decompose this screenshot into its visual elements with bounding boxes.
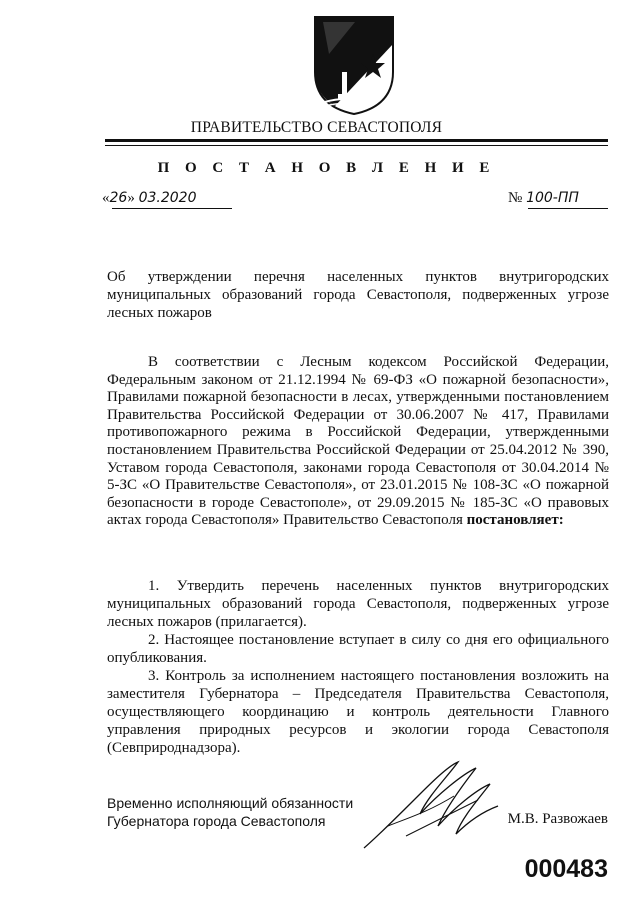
government-name: ПРАВИТЕЛЬСТВО СЕВАСТОПОЛЯ — [190, 119, 443, 136]
handwritten-signature — [358, 756, 508, 856]
signer-name: М.В. Развожаев — [507, 811, 608, 827]
number-value: 100-ПП — [526, 190, 579, 206]
header-rule-thin — [105, 145, 608, 146]
decree-word: постановляет: — [466, 512, 564, 529]
serial-number: 000483 — [524, 855, 608, 883]
position-line-1: Временно исполняющий обязанности — [107, 795, 354, 811]
number-sign: № — [508, 190, 523, 206]
header-rule-thick — [105, 139, 608, 142]
decree-item-2: 2. Настоящее постановление вступает в силу со дня его официального опубликования. — [107, 632, 609, 666]
decree-item-3: 3. Контроль за исполнением настоящего постановления возложить на заместителя Губернатора – Председателя Правительства Севастополя, осуществляющего координацию и контроль деятельности Главного управления природных ресурсов и экологии города Севастополя (Севприроднадзора). — [107, 668, 609, 756]
preamble-paragraph — [107, 354, 609, 530]
sevastopol-coat-of-arms-icon — [311, 14, 397, 116]
number-underline — [528, 208, 608, 209]
date-day: 26 — [109, 190, 128, 206]
decree-items — [107, 577, 609, 757]
date-month-year: 03.2020 — [138, 190, 197, 206]
document-number — [508, 190, 579, 207]
signatory-position — [107, 794, 353, 830]
date-quote-close: » — [127, 190, 135, 206]
date-underline — [112, 208, 232, 209]
decree-item-1: 1. Утвердить перечень населенных пунктов внутригородских муниципальных образований города Севастополя, подверженных угрозе лесных пожаров (прилагается). — [107, 578, 609, 630]
document-type-title: П О С Т А Н О В Л Е Н И Е — [157, 160, 496, 176]
document-date — [102, 190, 196, 207]
document-subject: Об утверждении перечня населенных пунктов внутригородских муниципальных образований города Севастополя, подверженных угрозе лесных пожаров — [107, 269, 609, 321]
preamble-text: В соответствии с Лесным кодексом Российской Федерации, Федеральным законом от 21.12.1994 № 69-ФЗ «О пожарной безопасности», Правилами пожарной безопасности в лесах, утвержденными постановлением Правительства Российской Федерации от 30.06.2007 № 417, Правилами противопожарного режима в Российской Федерации, утвержденными постановлением Правительства Российской Федерации от 25.04.2012 № 390, Уставом города Севастополя, законами города Севастополя от 30.04.2014 № 5-ЗС «О Правительстве Севастополя», от 23.01.2015 № 108-ЗС «О пожарной безопасности в городе Севастополе», от 29.09.2015 № 185-ЗС «О правовых актах города Севастополя» Правительство Севастополя — [107, 354, 609, 529]
position-line-2: Губернатора города Севастополя — [107, 813, 326, 829]
date-quote-open: « — [102, 190, 110, 206]
